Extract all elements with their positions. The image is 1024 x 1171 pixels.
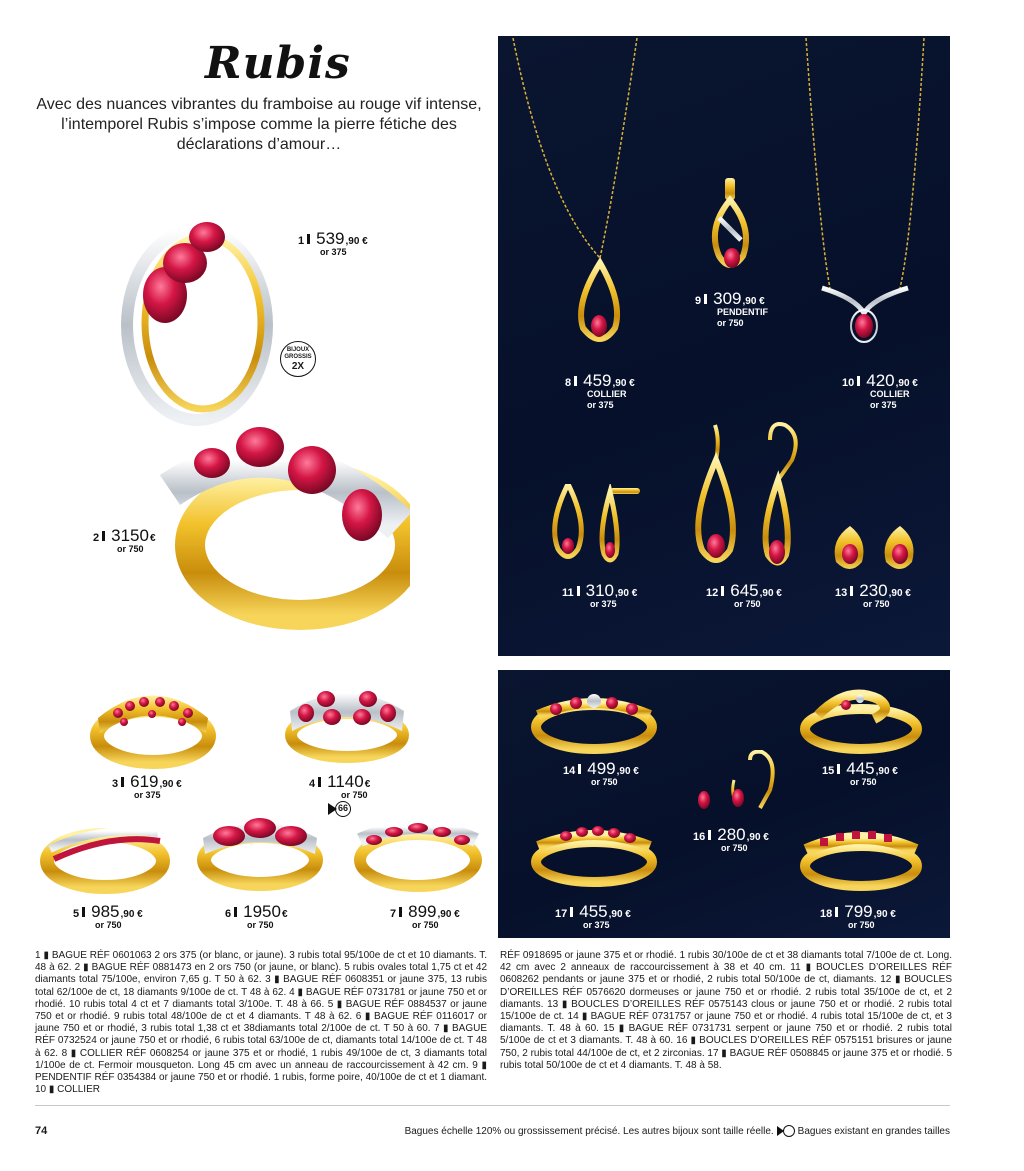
price-tag-13: 13 230 ,90 € or 750 [835,581,911,609]
brand-title: Rubis [205,38,351,89]
earrings-12-image [690,420,805,580]
price-tag-6: 6 1950 € or 750 [225,902,288,930]
necklace-10-image [800,38,930,358]
large-sizes-note: Bagues existant en grandes tailles [797,1125,950,1137]
price-tag-10: 10 420 ,90 € COLLIER or 375 [842,371,918,410]
ring-14-image [530,685,658,757]
page-number: 74 [35,1125,48,1137]
necklace-8-image [505,38,645,373]
ring-4-image [282,673,412,765]
price-tag-2: 2 3150 € or 750 [93,526,156,554]
ring-3-image [88,678,218,770]
large-size-marker: 66 [328,801,351,817]
price-tag-11: 11 310 ,90 € or 375 [562,581,638,609]
circle-icon [783,1125,795,1137]
magnification-badge: BIJOUX GROSSIS 2X [280,341,316,377]
ring-17-image [530,818,658,890]
price-tag-17: 17 455 ,90 € or 375 [555,902,631,930]
price-tag-3: 3 619 ,90 € or 375 [112,772,182,800]
price-tag-8: 8 459 ,90 € COLLIER or 375 [565,371,635,410]
price-tag-7: 7 899 ,90 € or 750 [390,902,460,930]
price-tag-9: 9 309 ,90 € PENDENTIF or 750 [695,289,769,328]
ring-18-image [798,820,924,892]
price-tag-12: 12 645 ,90 € or 750 [706,581,782,609]
ring-1-image [105,205,285,430]
price-tag-1: 1 539 ,90 € or 375 [298,229,368,257]
price-tag-18: 18 799 ,90 € or 750 [820,902,896,930]
scale-note: Bagues échelle 120% ou grossissement précisé. Les autres bijoux sont taille réelle. [404,1125,774,1137]
price-tag-14: 14 499 ,90 € or 750 [563,759,639,787]
price-tag-4: 4 1140 € or 750 [309,772,371,800]
price-tag-16: 16 280 ,90 € or 750 [693,825,769,853]
product-descriptions-left: 1 ▮ BAGUE RÉF 0601063 2 ors 375 (or blanc, or jaune). 3 rubis total 95/100e de ct et 10 diamants. T. 48 à 62. 2 ▮ BAGUE RÉF 0881473 en 2 ors 750 (or jaune, or blanc). 5 rubis ovales total 1,75 ct et 42 diamants total 75/100e, environ 7,65 g. T 50 à 62. 3 ▮ BAGUE RÉF 0608351 or jaune 375, 13 rubis total 62/100e de ct, 18 diamants 9/100e de ct. T 48 à 62. 4 ▮ BAGUE RÉF 0731781 or jaune 750 et or rhodié. 10 rubis total 4 ct et 7 diamants total 3/100e. T. 48 à 66. 5 ▮ BAGUE RÉF 0884537 or jaune 750 et or rhodié. 9 rubis total 48/100e de ct et 4 diamants. T 48 à 62. 6 ▮ BAGUE RÉF 0116017 or jaune 750 et or rhodié, 3 rubis total 1,38 ct et 38diamants total 2/100e de ct. T 50 à 60. 7 ▮ BAGUE RÉF 0732524 or jaune 750 et or rhodié, 6 rubis total 63/100e de ct, diamants total 14/100e de ct. T 48 à 62. 8 ▮ COLLIER RÉF 0608254 or jaune 375 et or rhodié, 1 rubis 49/100e de ct, 3 diamants total 1/100e de ct. Fermoir mousqueton. Long 45 cm avec un anneau de raccourcissement à 42 cm. 9 ▮ PENDENTIF RÉF 0354384 or jaune 750 et or rhodié. 1 rubis, forme poire, 40/100e de ct et 1 diamant. 10 ▮ COLLIER [35,950,487,1096]
footer-divider [35,1105,950,1106]
ring-7-image [352,810,484,895]
product-descriptions-right: RÉF 0918695 or jaune 375 et or rhodié. 1 rubis 30/100e de ct et 38 diamants total 7/100e de ct. Long. 42 cm avec 2 anneaux de raccourcissement à 38 et 40 cm. 11 ▮ BOUCLES D’OREILLES RÉF 0608262 pendants or jaune 375 et or rhodié, 2 rubis total 50/100e de ct, diamants. 12 ▮ BOUCLES D’OREILLES RÉF 0576620 dormeuses or jaune 750 et or rhodié. 2 rubis total 35/100e de ct, et 2 diamants. 13 ▮ BOUCLES D’OREILLES RÉF 0575143 clous or jaune 750 et or rhodié. 2 rubis total 15/100e de ct. 14 ▮ BAGUE RÉF 0731757 or jaune 750 et or rhodié. 4 rubis total 15/100e de ct, et 3 diamants. T. 48 à 60. 15 ▮ BAGUE RÉF 0731731 serpent or jaune 750 et or rhodié. 2 rubis total 5/100e de ct et 3 diamants. T. 48 à 60. 16 ▮ BOUCLES D’OREILLES RÉF 0575151 brisures or jaune 750, 2 rubis total 44/100e de ct, et 2 zirconias. 17 ▮ BAGUE RÉF 0508845 or jaune 375 et or rhodié. 5 rubis total 50/100e de ct et 4 diamants. T. 48 à 58. [500,950,952,1071]
price-tag-15: 15 445 ,90 € or 750 [822,759,898,787]
footer-note [405,1125,950,1137]
pendant-9-image [705,178,755,278]
ring-6-image [195,808,325,893]
earrings-16-image [690,750,780,822]
ring-2-image [160,405,410,635]
earrings-13-image [828,520,924,578]
earrings-11-image [548,484,648,574]
intro-text: Avec des nuances vibrantes du framboise au rouge vif intense, l’intemporel Rubis s’impose comme la pierre fétiche des déclarations d’amour… [36,96,482,153]
ring-15-image [798,685,924,757]
ring-5-image [40,815,170,895]
price-tag-5: 5 985 ,90 € or 750 [73,902,143,930]
